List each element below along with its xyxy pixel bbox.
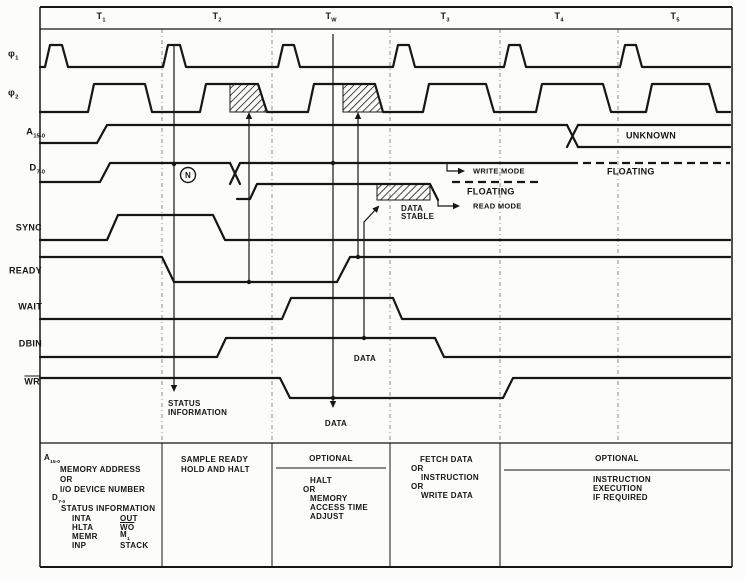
table-t1-line2 <box>60 476 73 484</box>
junction-dot <box>331 161 335 165</box>
table-t45-line1 <box>593 476 651 484</box>
state-t3 <box>441 12 450 24</box>
read-mode-arrow-head <box>453 203 460 209</box>
anno-data-mid <box>354 355 376 363</box>
signal-label-phi2-subscript: 2 <box>15 94 19 101</box>
anno-data-stable-line2 <box>401 213 434 221</box>
signal-label-phi1-text: φ <box>8 48 16 60</box>
table-t1-m1-subscript: 1 <box>126 536 130 542</box>
signal-label-d7-0-text: D <box>29 162 37 174</box>
wait-waveform <box>40 298 730 319</box>
table-t45-line2 <box>593 485 642 493</box>
table-tw-line4 <box>310 504 368 512</box>
state-t2-text: T <box>212 10 219 21</box>
table-t3-line2 <box>411 465 424 473</box>
anno-data-mid-text: DATA <box>353 354 377 363</box>
anno-data-stable-line2-text: STABLE <box>401 212 435 221</box>
anno-unknown <box>626 132 676 141</box>
d7-0-data-waveform <box>40 163 230 182</box>
junction-dot <box>331 396 335 400</box>
table-t3-line2-text: OR <box>411 464 424 473</box>
table-tw-line4-text: ACCESS TIME <box>310 503 368 512</box>
table-tw-line5 <box>310 513 344 521</box>
table-t3-line3-text: INSTRUCTION <box>421 473 479 482</box>
signal-label-dbin <box>19 340 42 349</box>
anno-read-mode <box>473 202 522 210</box>
table-t1-line2-text: OR <box>60 475 73 484</box>
state-tw-text: T <box>325 10 332 21</box>
data-out-arrow <box>330 34 336 408</box>
table-tw-line1 <box>310 477 332 485</box>
table-t1-hlta-text: HLTA <box>72 523 94 532</box>
table-t1-wo-text: $\overline{WO}$ <box>120 523 135 532</box>
note-n-letter <box>185 172 191 180</box>
anno-data-stable-line1-text: DATA <box>401 204 424 213</box>
state-t5 <box>671 12 680 24</box>
a15-0-address-waveform <box>40 125 567 143</box>
table-t1-a15-0-text: A <box>44 453 51 463</box>
table-t1-stack-text: STACK <box>120 541 149 550</box>
table-t1-line1-text: MEMORY ADDRESS <box>60 465 141 474</box>
table-t1-a15-0 <box>44 454 60 466</box>
sync-waveform <box>40 215 730 240</box>
hatched-regions <box>230 84 430 200</box>
table-t2-line2 <box>181 466 250 474</box>
write-mode-arrow <box>447 164 465 174</box>
table-t1-inp <box>72 542 86 550</box>
table-t45-optional <box>595 455 639 463</box>
table-t1-inta-text: INTA <box>72 514 92 523</box>
signal-label-wait <box>18 303 42 312</box>
table-tw-optional <box>309 455 353 463</box>
state-t4 <box>555 12 564 24</box>
note-n-letter-text: N <box>184 171 192 180</box>
table-t3-line4-text: OR <box>411 482 424 491</box>
table-t1-line1 <box>60 466 141 474</box>
state-tw <box>325 12 336 24</box>
write-mode-arrow-head <box>458 168 465 174</box>
anno-data-bottom-text: DATA <box>324 419 348 428</box>
junction-dot <box>172 162 176 166</box>
junction-dot <box>247 280 251 284</box>
state-t2 <box>213 12 222 24</box>
table-tw-line2 <box>303 486 316 494</box>
state-t1-text: T <box>96 10 103 21</box>
table-t45-line1-text: INSTRUCTION <box>593 475 651 484</box>
anno-floating-read <box>467 188 515 197</box>
table-t1-line4 <box>61 505 155 513</box>
table-t1-inta <box>72 515 91 523</box>
anno-status-line2 <box>168 409 227 417</box>
table-t1-line4-text: STATUS INFORMATION <box>61 504 156 513</box>
signal-label-sync-text: SYNC <box>15 222 42 233</box>
signal-label-sync <box>16 224 42 233</box>
table-t3-line1 <box>420 456 473 464</box>
read-mode-arrow <box>438 200 460 209</box>
table-t1-inp-text: INP <box>72 541 87 550</box>
table-t45-line2-text: EXECUTION <box>593 484 643 493</box>
ready-waveform <box>40 257 730 282</box>
table-t1-memr-text: MEMR <box>72 532 98 541</box>
table-t3-line5 <box>421 492 473 500</box>
signal-label-phi1 <box>8 50 18 63</box>
anno-floating-write <box>607 168 655 177</box>
junction-dot <box>356 255 360 259</box>
signal-label-dbin-text: DBIN <box>18 338 42 349</box>
ready-sample-arrow-t2-head <box>246 112 252 119</box>
state-t4-subscript: 4 <box>560 17 564 24</box>
signal-waveforms <box>40 45 730 398</box>
table-t2-line1-text: SAMPLE READY <box>181 455 249 464</box>
table-t1-out-text: OUT <box>120 514 138 523</box>
anno-read-mode-text: READ MODE <box>473 201 522 211</box>
anno-floating-read-text: FLOATING <box>467 186 515 197</box>
state-t1-subscript: 1 <box>102 17 106 24</box>
wr-waveform <box>40 378 730 398</box>
table-t3-line3 <box>421 474 479 482</box>
table-t1-line3 <box>60 486 145 494</box>
table-t1-d7-0-subscript: 7-0 <box>58 499 66 505</box>
table-t1-m1-text: M <box>120 530 127 540</box>
data-stable-hatch <box>377 184 430 200</box>
signal-label-a15-0-text: A <box>26 126 34 138</box>
signal-label-wr <box>24 378 40 387</box>
signal-label-wait-text: WAIT <box>18 301 42 312</box>
phi1-waveform <box>40 45 730 67</box>
signal-label-ready <box>9 267 42 276</box>
table-t2-line1 <box>181 456 248 464</box>
table-t1-a15-0-subscript: 15-0 <box>50 459 60 465</box>
state-tw-subscript: W <box>331 17 337 24</box>
state-t5-subscript: 5 <box>676 17 680 24</box>
table-t3-line4 <box>411 483 424 491</box>
anno-write-mode <box>473 167 525 175</box>
anno-floating-write-text: FLOATING <box>607 166 655 177</box>
dbin-waveform <box>40 338 730 357</box>
signal-label-wr-text: $\overline{WR}$ <box>24 376 40 387</box>
data-in-callout-arrow <box>364 206 379 338</box>
data-out-arrow-head <box>330 401 336 408</box>
status-information-arrow-head <box>171 385 177 392</box>
state-t1 <box>97 12 106 24</box>
signal-label-phi1-subscript: 1 <box>15 55 19 62</box>
data-in-callout-arrow-line <box>364 207 378 338</box>
state-t2-subscript: 2 <box>218 17 222 24</box>
anno-write-mode-text: WRITE MODE <box>473 166 525 176</box>
phi2-waveform <box>40 84 730 112</box>
anno-status-line2-text: INFORMATION <box>168 408 228 417</box>
table-tw-line5-text: ADJUST <box>310 512 344 521</box>
ready-sample-arrow-tw-head <box>355 112 361 119</box>
signal-label-ready-text: READY <box>8 265 42 276</box>
anno-unknown-text: UNKNOWN <box>625 130 677 141</box>
table-t3-line5-text: WRITE DATA <box>421 491 474 500</box>
table-t45-line3 <box>593 494 648 502</box>
anno-data-bottom <box>325 420 347 428</box>
signal-label-d7-0-subscript: 7-0 <box>36 169 45 176</box>
state-t5-text: T <box>670 10 677 21</box>
signal-label-phi2 <box>8 89 18 102</box>
table-t1-memr <box>72 533 98 541</box>
table-t45-line3-text: IF REQUIRED <box>593 493 648 502</box>
table-t1-d7-0-text: D <box>52 493 59 503</box>
table-t1-stack <box>120 542 148 550</box>
table-t3-line1-text: FETCH DATA <box>420 455 473 464</box>
state-t3-subscript: 3 <box>446 17 450 24</box>
table-t2-line2-text: HOLD AND HALT <box>181 465 250 474</box>
signal-label-a15-0-subscript: 15-0 <box>33 133 45 140</box>
signal-label-a15-0 <box>26 128 45 141</box>
signal-label-phi2-text: φ <box>8 87 16 99</box>
table-tw-line3-text: MEMORY <box>310 494 348 503</box>
junction-dot <box>362 336 366 340</box>
anno-status-line1 <box>168 400 201 408</box>
table-tw-line2-text: OR <box>303 485 316 494</box>
table-t1-out <box>120 515 138 523</box>
state-t3-text: T <box>440 10 447 21</box>
anno-status-line1-text: STATUS <box>168 399 201 408</box>
state-t4-text: T <box>554 10 561 21</box>
table-t45-optional-text: OPTIONAL <box>595 454 639 463</box>
table-t1-hlta <box>72 524 93 532</box>
table-tw-line1-text: HALT <box>310 476 332 485</box>
table-t1-line3-text: I/O DEVICE NUMBER <box>60 485 146 494</box>
table-tw-optional-text: OPTIONAL <box>309 454 353 463</box>
table-tw-line3 <box>310 495 348 503</box>
status-information-arrow <box>171 46 177 392</box>
signal-label-d7-0 <box>29 164 45 177</box>
